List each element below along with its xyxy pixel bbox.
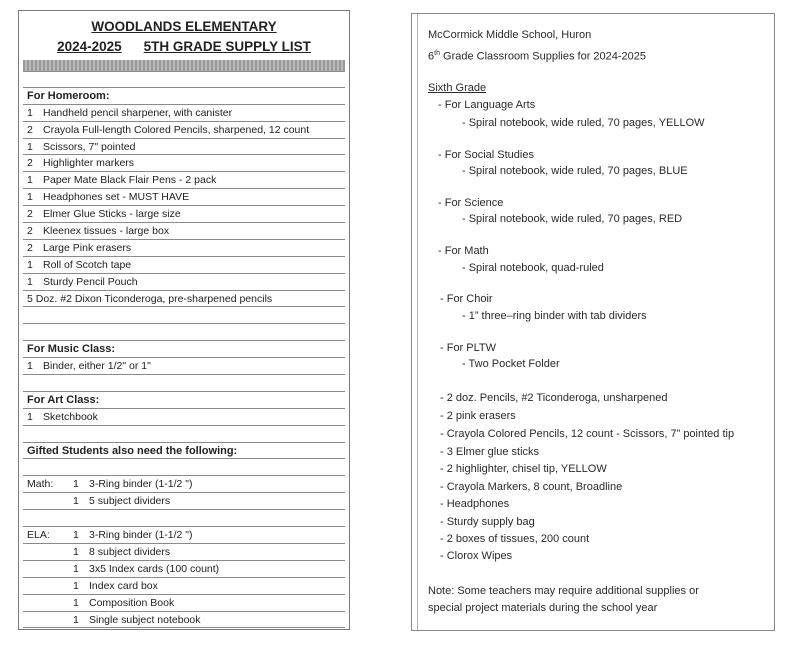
item-text: Large Pink erasers bbox=[43, 241, 132, 254]
item-qty: 1 bbox=[73, 478, 79, 491]
table-row bbox=[23, 240, 345, 257]
blank-row bbox=[23, 375, 345, 392]
item-text: 3-Ring binder (1-1/2 ") bbox=[89, 529, 193, 542]
section-heading bbox=[23, 443, 345, 460]
table-row bbox=[23, 595, 345, 612]
item-text: Crayola Full-length Colored Pencils, sharpened, 12 count bbox=[43, 123, 310, 136]
text-line: special project materials during the school year bbox=[428, 602, 658, 614]
table-row bbox=[23, 189, 345, 206]
item-text: Handheld pencil sharpener, with canister bbox=[43, 106, 233, 119]
text-line: - 2 doz. Pencils, #2 Ticonderoga, unsharpened bbox=[440, 392, 668, 404]
item-qty: 1 bbox=[27, 410, 33, 423]
item-text: Sturdy Pencil Pouch bbox=[43, 275, 138, 288]
section-heading bbox=[23, 392, 345, 409]
table-row bbox=[23, 257, 345, 274]
item-text: Scissors, 7" pointed bbox=[43, 140, 136, 153]
table-row bbox=[23, 172, 345, 189]
item-qty: 1 bbox=[27, 140, 33, 153]
text-line: - 2 boxes of tissues, 200 count bbox=[440, 533, 590, 545]
table-row bbox=[23, 561, 345, 578]
text-line: - Clorox Wipes bbox=[440, 550, 513, 562]
item-qty: 2 bbox=[27, 225, 33, 238]
text-line: - Crayola Colored Pencils, 12 count - Scissors, 7” pointed tip bbox=[440, 428, 735, 440]
text-line: - Two Pocket Folder bbox=[462, 358, 560, 370]
item-text: Paper Mate Black Flair Pens - 2 pack bbox=[43, 174, 217, 187]
text-line: Note: Some teachers may require additional supplies or bbox=[428, 585, 699, 597]
item-text: 3-Ring binder (1-1/2 ") bbox=[89, 478, 193, 491]
school-year: 2024-2025 bbox=[57, 39, 122, 54]
table-row bbox=[23, 291, 345, 308]
woodlands-supply-list bbox=[18, 10, 350, 630]
supply-table bbox=[23, 71, 345, 628]
table-row bbox=[23, 206, 345, 223]
item-text: Composition Book bbox=[89, 596, 175, 609]
item-qty: 1 bbox=[73, 562, 79, 575]
table-row bbox=[23, 223, 345, 240]
table-row bbox=[23, 155, 345, 172]
heading-text: For Music Class: bbox=[27, 343, 116, 356]
section-heading bbox=[23, 341, 345, 358]
text-line: - For Science bbox=[438, 197, 504, 209]
item-qty: 1 bbox=[27, 258, 33, 271]
text-line: - For PLTW bbox=[440, 342, 497, 354]
text-line: - Spiral notebook, wide ruled, 70 pages, BLUE bbox=[462, 165, 688, 177]
heading-text: Gifted Students also need the following: bbox=[27, 444, 238, 457]
mccormick-supply-list bbox=[411, 13, 775, 631]
item-qty: 1 bbox=[27, 191, 33, 204]
item-text: Binder, either 1/2" or 1" bbox=[43, 360, 151, 373]
text-line: 6th Grade Classroom Supplies for 2024-2025 bbox=[428, 50, 647, 63]
table-row bbox=[23, 139, 345, 156]
table-row bbox=[23, 105, 345, 122]
text-line: - 2 highlighter, chisel tip, YELLOW bbox=[440, 463, 607, 475]
item-qty: 1 bbox=[27, 174, 33, 187]
blank-row bbox=[23, 324, 345, 341]
text-line: - 2 pink erasers bbox=[440, 410, 516, 422]
text-line: - Headphones bbox=[440, 498, 510, 510]
item-text: Index card box bbox=[89, 579, 158, 592]
item-text: 5 Doz. #2 Dixon Ticonderoga, pre-sharpened pencils bbox=[27, 292, 273, 305]
item-text: Headphones set - MUST HAVE bbox=[43, 191, 190, 204]
item-qty: 1 bbox=[73, 545, 79, 558]
header-shading bbox=[23, 60, 345, 71]
blank-row bbox=[23, 426, 345, 443]
table-row bbox=[23, 476, 345, 493]
text-line: - Spiral notebook, quad-ruled bbox=[462, 262, 604, 274]
list-header bbox=[19, 11, 349, 57]
section-heading bbox=[23, 88, 345, 105]
item-qty: 2 bbox=[27, 208, 33, 221]
item-text: Single subject notebook bbox=[89, 613, 201, 626]
subject-label: Math: bbox=[27, 478, 54, 491]
table-row bbox=[23, 409, 345, 426]
blank-row bbox=[23, 510, 345, 527]
text-line: Sixth Grade bbox=[428, 82, 487, 94]
table-row bbox=[23, 493, 345, 510]
text-line: - Sturdy supply bag bbox=[440, 516, 535, 528]
item-qty: 2 bbox=[27, 241, 33, 254]
item-qty: 2 bbox=[27, 123, 33, 136]
table-row bbox=[23, 122, 345, 139]
blank-row bbox=[23, 307, 345, 324]
item-qty: 1 bbox=[73, 529, 79, 542]
blank-row bbox=[23, 459, 345, 476]
item-qty: 1 bbox=[73, 596, 79, 609]
text-line: McCormick Middle School, Huron bbox=[428, 29, 592, 41]
list-title: 5TH GRADE SUPPLY LIST bbox=[143, 39, 311, 54]
table-row bbox=[23, 544, 345, 561]
text-line: - 1” three–ring binder with tab dividers bbox=[462, 310, 647, 322]
school-title: WOODLANDS ELEMENTARY bbox=[91, 19, 277, 34]
item-text: 8 subject dividers bbox=[89, 545, 171, 558]
text-line: - For Math bbox=[438, 245, 489, 257]
item-text: 5 subject dividers bbox=[89, 495, 171, 508]
table-row bbox=[23, 527, 345, 544]
blank-row bbox=[23, 71, 345, 88]
item-qty: 1 bbox=[27, 360, 33, 373]
supply-text bbox=[417, 14, 774, 630]
item-text: Roll of Scotch tape bbox=[43, 258, 132, 271]
table-row bbox=[23, 612, 345, 629]
text-line: - 3 Elmer glue sticks bbox=[440, 446, 540, 458]
text-line: - Spiral notebook, wide ruled, 70 pages, YELLOW bbox=[462, 117, 705, 129]
text-line: - Crayola Markers, 8 count, Broadline bbox=[440, 481, 623, 493]
item-text: Sketchbook bbox=[43, 410, 98, 423]
item-text: 3x5 Index cards (100 count) bbox=[89, 562, 220, 575]
table-row bbox=[23, 578, 345, 595]
item-qty: 1 bbox=[27, 275, 33, 288]
item-text: Kleenex tissues - large box bbox=[43, 225, 170, 238]
item-qty: 2 bbox=[27, 157, 33, 170]
heading-text: For Homeroom: bbox=[27, 89, 110, 102]
item-qty: 1 bbox=[73, 579, 79, 592]
text-line: - For Social Studies bbox=[438, 149, 534, 161]
table-row bbox=[23, 358, 345, 375]
text-line: - For Language Arts bbox=[438, 99, 536, 111]
text-line: - Spiral notebook, wide ruled, 70 pages, RED bbox=[462, 213, 683, 225]
item-text: Elmer Glue Sticks - large size bbox=[43, 208, 181, 221]
table-row bbox=[23, 274, 345, 291]
heading-text: For Art Class: bbox=[27, 393, 100, 406]
item-text: Highlighter markers bbox=[43, 157, 135, 170]
item-qty: 1 bbox=[73, 495, 79, 508]
item-qty: 1 bbox=[73, 613, 79, 626]
item-qty: 1 bbox=[27, 106, 33, 119]
text-line: - For Choir bbox=[440, 293, 493, 305]
subject-label: ELA: bbox=[27, 529, 50, 542]
